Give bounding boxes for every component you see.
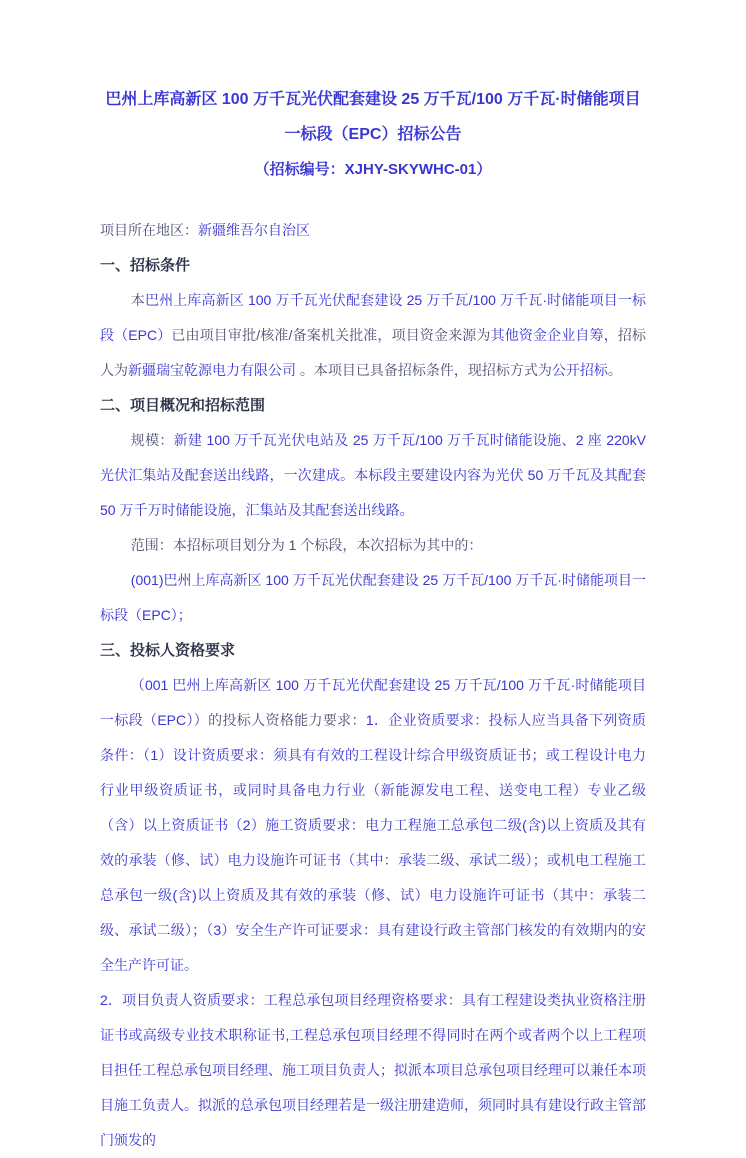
scale-label: 规模： [130, 432, 174, 448]
section-heading-tender-conditions: 一、招标条件 [100, 257, 191, 274]
text-run: 本 [130, 292, 145, 308]
tender-number: （招标编号：XJHY-SKYWHC-01） [254, 161, 492, 178]
text-run: 已由项目审批/核准/备案机关批准，项目资金来源为 [171, 327, 491, 343]
location-value: 新疆维吾尔自治区 [198, 222, 310, 238]
project-manager-paragraph [100, 983, 646, 1158]
scope-paragraph [100, 528, 646, 563]
lot-name-run: (001)巴州上库高新区 100 万千瓦光伏配套建设 25 万千瓦/100 万千瓦·时储能项目一标段（EPC）； [100, 572, 646, 623]
scale-paragraph [100, 423, 646, 528]
tenderer-name-run: 新疆瑞宝乾源电力有限公司 [128, 362, 300, 378]
tender-method-run: 公开招标 [551, 362, 608, 378]
text-run: 招标人为 [100, 327, 647, 378]
qualification-requirements-run: 1．企业资质要求：投标人应当具备下列资质条件：（1）设计资质要求：须具有有效的工程设计综合甲级资质证书；或工程设计电力行业甲级资质证书，或同时具备电力行业（新能源发电工程、送变电工程）专业乙级（含）以上资质证书（2）施工资质要求：电力工程施工总承包二级(含)以上资质及其有效的承装（修、试）电力设施许可证书（其中：承装二级、承试二级）；或机电工程施工总承包一级(含)以上资质及其有效的承装（修、试）电力设施许可证书（其中：承装二级、承试二级）；（3）安全生产许可证要求：具有建设行政主管部门核发的有效期内的安全生产许可证。 [100, 712, 646, 973]
lot-paragraph [100, 563, 646, 633]
text-run: 的投标人资格能力要求： [208, 712, 366, 728]
location-line [100, 213, 646, 248]
section-heading-project-overview: 二、项目概况和招标范围 [100, 397, 266, 414]
document-title: 巴州上库高新区 100 万千瓦光伏配套建设 25 万千瓦/100 万千瓦·时储能项目一标段（EPC）招标公告 [105, 91, 641, 143]
funding-source-run: 其他资金企业自筹， [490, 327, 618, 343]
qualification-paragraph [100, 668, 646, 983]
section-heading-bidder-qualification: 三、投标人资格要求 [100, 642, 236, 659]
text-run: 。 [607, 362, 622, 378]
manager-requirements-run: 2．项目负责人资质要求：工程总承包项目经理资格要求：具有工程建设类执业资格注册证书或高级专业技术职称证书,工程总承包项目经理不得同时在两个或者两个以上工程项目担任工程总承包项目经理、施工项目负责人；拟派本项目总承包项目经理可以兼任本项目施工负责人。拟派的总承包项目经理若是一级注册建造师，须同时具有建设行政主管部门颁发的 [100, 992, 646, 1148]
text-run: 。本项目已具备招标条件，现招标方式为 [299, 362, 552, 378]
scope-text-run: 范围：本招标项目划分为 1 个标段，本次招标为其中的： [130, 537, 483, 553]
tender-conditions-paragraph [100, 283, 646, 388]
project-name-run: 巴州上库高新区 100 万千瓦光伏配套建设 25 万千瓦/100 万千瓦·时储能项目一标段（EPC） [100, 292, 646, 343]
lot-name-run: （001 巴州上库高新区 100 万千瓦光伏配套建设 25 万千瓦/100 万千瓦·时储能项目一标段（EPC）） [100, 677, 646, 728]
scale-value-run: 新建 100 万千瓦光伏电站及 25 万千瓦/100 万千瓦时储能设施、2 座 220kV 光伏汇集站及配套送出线路，一次建成。本标段主要建设内容为光伏 50 万千瓦及其配套 50 万千万时储能设施，汇集站及其配套送出线路。 [100, 432, 646, 518]
location-label: 项目所在地区： [100, 222, 198, 238]
